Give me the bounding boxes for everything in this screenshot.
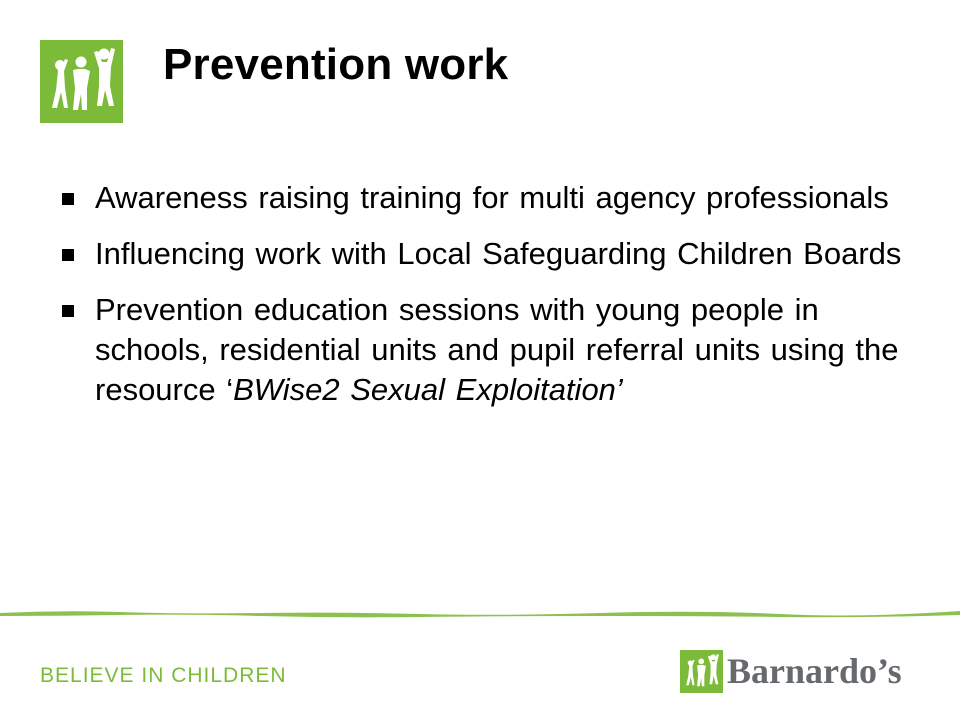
children-figures-logo-icon bbox=[680, 650, 723, 693]
bullet-item bbox=[60, 178, 910, 218]
green-divider-line bbox=[0, 606, 960, 620]
bullet-text-regular: Prevention education sessions with young people in schools, residential units and pupil referral units using the resource ‘ bbox=[95, 292, 899, 407]
square-bullet-icon bbox=[62, 193, 74, 205]
slide-title: Prevention work bbox=[163, 40, 509, 89]
square-bullet-icon bbox=[62, 249, 74, 261]
bullet-text: Influencing work with Local Safeguarding Children Boards bbox=[95, 236, 902, 271]
resource-title-italic: BWise2 Sexual Exploitation’ bbox=[233, 372, 623, 407]
square-bullet-icon bbox=[62, 305, 74, 317]
bullet-list bbox=[60, 178, 910, 426]
bullet-text: Awareness raising training for multi agency professionals bbox=[95, 180, 889, 215]
bullet-item bbox=[60, 290, 910, 410]
bullet-text bbox=[95, 292, 899, 407]
brand-name: Barnardo’s bbox=[727, 651, 902, 691]
bullet-item bbox=[60, 234, 910, 274]
brand-logo-lockup bbox=[680, 648, 902, 694]
children-figures-logo-icon bbox=[40, 40, 123, 123]
footer-tagline: BELIEVE IN CHILDREN bbox=[40, 664, 287, 687]
